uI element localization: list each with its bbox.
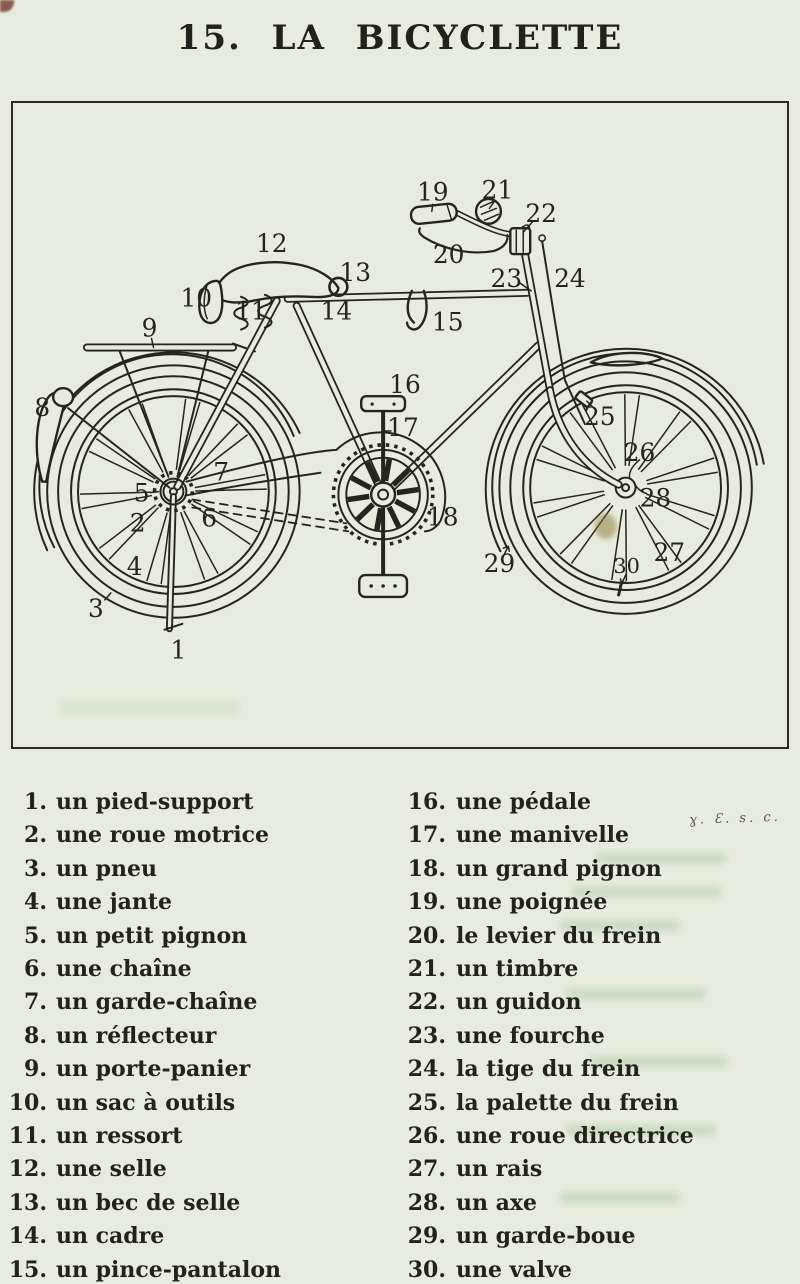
- vocab-number: 20.: [407, 922, 446, 949]
- vocab-item: [0, 953, 390, 986]
- diagram-label-9: 9: [141, 313, 158, 343]
- diagram-label-27: 27: [653, 538, 686, 568]
- vocab-term: un pied-support: [56, 789, 254, 815]
- vocab-item: [392, 1087, 800, 1120]
- vocab-term: le levier du frein: [456, 922, 662, 949]
- vocab-number: 17.: [407, 822, 446, 849]
- kickstand: [164, 497, 182, 630]
- vocab-item: [0, 1220, 390, 1253]
- diagram-label-14: 14: [320, 296, 353, 326]
- vocab-item: [392, 886, 800, 919]
- vocab-number: 23.: [407, 1022, 446, 1049]
- vocab-item: [0, 786, 390, 819]
- diagram-label-8: 8: [34, 393, 51, 423]
- diagram-label-2: 2: [129, 508, 146, 538]
- diagram-label-23: 23: [490, 263, 523, 293]
- reflector: [53, 388, 73, 406]
- vocab-number: 27.: [407, 1156, 446, 1183]
- vocab-term: une poignée: [456, 889, 608, 916]
- vocab-number: 2.: [24, 822, 47, 849]
- vocab-item: [0, 986, 390, 1019]
- diagram-label-4: 4: [126, 552, 143, 582]
- vocab-term: une selle: [56, 1156, 167, 1183]
- vocab-item: [392, 786, 800, 819]
- diagram-label-11: 11: [235, 296, 267, 326]
- vocab-number: 3.: [24, 855, 47, 882]
- diagram-label-22: 22: [525, 199, 557, 229]
- vocab-term: un bec de selle: [56, 1189, 241, 1216]
- vocab-item: [0, 1254, 390, 1284]
- vocab-number: 29.: [407, 1223, 446, 1250]
- paper-stain: [595, 513, 617, 539]
- vocab-number: 24.: [407, 1056, 446, 1083]
- diagram-label-15: 15: [431, 307, 464, 337]
- vocab-term: une valve: [456, 1256, 572, 1283]
- vocab-item: [0, 1087, 390, 1120]
- diagram-label-19: 19: [416, 177, 449, 207]
- vocab-number: 16.: [407, 789, 446, 815]
- vocab-item: [0, 920, 390, 953]
- vocab-number: 30.: [407, 1256, 446, 1283]
- vocab-item: [392, 1220, 800, 1253]
- diagram-label-10: 10: [180, 283, 213, 313]
- diagram-label-29: 29: [483, 549, 516, 579]
- vocab-term: un garde-chaîne: [56, 989, 258, 1016]
- vocab-item: [392, 853, 800, 886]
- rear-sprocket: [155, 473, 193, 511]
- vocab-item: [392, 1153, 800, 1186]
- vocab-term: un porte-panier: [56, 1056, 251, 1083]
- vocab-number: 9.: [24, 1056, 47, 1083]
- vocab-item: [392, 986, 800, 1019]
- diagram-label-20: 20: [432, 240, 465, 270]
- vocab-term: un petit pignon: [56, 922, 248, 949]
- diagram-label-7: 7: [213, 457, 230, 487]
- vocab-item: [0, 1120, 390, 1153]
- vocab-term: une fourche: [456, 1022, 605, 1049]
- diagram-label-30: 30: [613, 554, 640, 579]
- vocab-item: [0, 1020, 390, 1053]
- vocab-number: 15.: [8, 1256, 47, 1283]
- diagram-label-21: 21: [481, 175, 514, 205]
- scan-corner-artifact: [0, 0, 14, 12]
- vocab-item: [0, 853, 390, 886]
- vocab-term: une manivelle: [456, 822, 630, 849]
- vocab-item: [392, 920, 800, 953]
- vocab-number: 21.: [407, 956, 446, 983]
- diagram-label-17: 17: [387, 412, 419, 442]
- vocab-number: 28.: [407, 1189, 446, 1216]
- diagram-label-1: 1: [170, 635, 187, 665]
- vocab-item: [0, 819, 390, 852]
- vocab-term: un ressort: [56, 1123, 183, 1150]
- page-title: 15. LA BICYCLETTE: [176, 18, 624, 58]
- vocab-term: un grand pignon: [456, 855, 662, 882]
- vocab-number: 18.: [407, 855, 446, 882]
- vocab-item: [392, 819, 800, 852]
- vocab-term: un cadre: [56, 1223, 165, 1250]
- illustrator-signature: ɣ. Ɛ. s. c.: [688, 809, 782, 828]
- vocab-item: [392, 1254, 800, 1284]
- vocab-item: [392, 1020, 800, 1053]
- vocab-term: un garde-boue: [456, 1223, 636, 1250]
- vocab-number: 19.: [407, 889, 446, 916]
- vocab-term: la palette du frein: [456, 1089, 679, 1116]
- vocab-term: la tige du frein: [456, 1056, 641, 1083]
- diagram-label-25: 25: [583, 402, 616, 431]
- vocab-term: un sac à outils: [56, 1089, 236, 1116]
- vocab-number: 4.: [24, 889, 47, 916]
- vocab-term: un pneu: [56, 855, 158, 882]
- vocab-term: une jante: [56, 889, 173, 916]
- vocab-number: 13.: [8, 1189, 47, 1216]
- vocab-number: 5.: [24, 922, 47, 949]
- vocab-term: une chaîne: [56, 956, 192, 983]
- vocab-item: [392, 1053, 800, 1086]
- diagram-label-5: 5: [133, 478, 150, 508]
- bicycle-diagram: [13, 103, 787, 747]
- vocab-number: 12.: [8, 1156, 47, 1183]
- vocab-term: un rais: [456, 1156, 543, 1183]
- diagram-label-6: 6: [201, 503, 218, 533]
- diagram-label-3: 3: [87, 593, 104, 623]
- diagram-label-16: 16: [389, 370, 421, 400]
- vocab-number: 26.: [407, 1123, 446, 1150]
- vocab-number: 25.: [407, 1089, 446, 1116]
- vocab-column-left: [0, 786, 390, 1284]
- vocab-term: un pince-pantalon: [56, 1256, 281, 1283]
- vocab-number: 1.: [24, 789, 47, 815]
- rack-strut: [120, 351, 169, 476]
- diagram-label-13: 13: [339, 257, 372, 287]
- vocab-item: [0, 1153, 390, 1186]
- vocab-term: un timbre: [456, 956, 579, 983]
- vocab-number: 22.: [407, 989, 446, 1016]
- diagram-label-26: 26: [623, 437, 656, 467]
- vocab-number: 14.: [8, 1223, 47, 1250]
- vocab-number: 6.: [24, 956, 47, 983]
- vocab-item: [0, 1053, 390, 1086]
- vocab-item: [392, 1187, 800, 1220]
- stem-clamp: [510, 228, 530, 254]
- vocab-term: une pédale: [456, 789, 592, 815]
- vocab-number: 7.: [24, 989, 47, 1016]
- diagram-label-24: 24: [554, 263, 586, 293]
- vocab-term: une roue motrice: [56, 822, 270, 849]
- vocab-column-right: [392, 786, 800, 1284]
- vocab-item: [392, 1120, 800, 1153]
- vocab-number: 10.: [8, 1089, 47, 1116]
- vocab-item: [0, 886, 390, 919]
- vocab-number: 8.: [24, 1022, 47, 1049]
- vocab-number: 11.: [8, 1123, 47, 1150]
- diagram-label-12: 12: [255, 229, 288, 259]
- vocab-item: [0, 1187, 390, 1220]
- vocab-term: un réflecteur: [56, 1022, 217, 1049]
- vocab-term: un guidon: [456, 989, 582, 1016]
- vocab-term: un axe: [456, 1189, 538, 1216]
- diagram-label-18: 18: [426, 502, 459, 532]
- vocab-item: [392, 953, 800, 986]
- diagram-label-28: 28: [639, 483, 672, 513]
- vocab-term: une roue directrice: [456, 1123, 694, 1150]
